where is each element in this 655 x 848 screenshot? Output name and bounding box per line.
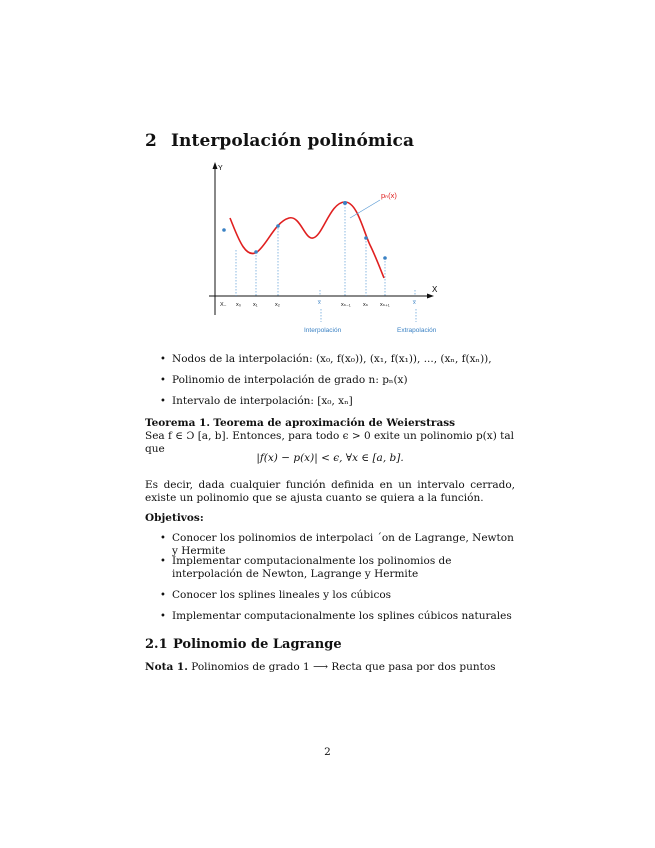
- theorem-statement: Sea f ∈ Ɔ [a, b]. Entonces, para todo ϵ > 0 exite un polinomio p(x) tal que: [145, 430, 514, 455]
- explanation-paragraph: Es decir, dada cualquier función definida en un intervalo cerrado, existe un polinomio que se ajusta cuanto se quiera a la función.: [145, 479, 515, 504]
- data-point: [222, 228, 226, 232]
- bullet-list-item: [160, 374, 520, 387]
- x-tick-label: x₀: [236, 302, 242, 308]
- theorem-formula: |f(x) − p(x)| < ϵ, ∀x ∈ [a, b].: [256, 452, 404, 464]
- note-label: Nota 1.: [145, 661, 188, 673]
- x-tick-labels: [220, 300, 416, 308]
- note-block: [145, 661, 515, 673]
- subsection-number: 2.1: [145, 637, 168, 652]
- subsection-title-text: Polinomio de Lagrange: [173, 637, 342, 652]
- interpolation-label: Interpolación: [304, 327, 342, 334]
- extrapolation-label: Extrapolación: [397, 327, 437, 334]
- objectives-title: Objetivos:: [145, 512, 204, 524]
- section-number: 2: [145, 131, 157, 151]
- bullet-list-item: [160, 589, 515, 602]
- x-tick-label: x̅: [318, 300, 321, 306]
- x-axis-arrow: [427, 294, 434, 299]
- data-point: [254, 250, 258, 254]
- data-point: [364, 236, 368, 240]
- x-tick-label: xₙ₊₁: [380, 302, 390, 308]
- y-axis-arrow: [213, 162, 218, 169]
- y-axis-label: Y: [218, 165, 223, 172]
- interval-bullet: • Intervalo de interpolación: [x₀, xₙ]: [160, 395, 520, 408]
- theorem-title: Teorema de aproximación de Weierstrass: [213, 417, 456, 429]
- interpolation-figure: [205, 160, 450, 340]
- data-point: [276, 224, 280, 228]
- bullet-list-item: [160, 610, 515, 623]
- theorem-heading: [145, 417, 515, 430]
- theorem-label: Teorema 1.: [145, 417, 211, 429]
- x-tick-label: x₁: [253, 302, 258, 308]
- x-axis-label: X: [432, 285, 438, 294]
- label-pointers: [321, 309, 416, 322]
- bullet-list-item: [160, 353, 520, 366]
- data-point: [343, 201, 347, 205]
- theorem-block: [145, 417, 515, 456]
- section-title-text: Interpolación polinómica: [171, 131, 415, 151]
- bullet-list-item: [160, 555, 515, 581]
- nodes-bullet: • Nodos de la interpolación: (x₀, f(x₀)), (x₁, f(x₁)), ..., (xₙ, f(xₙ)),: [160, 353, 520, 366]
- interpolating-curve: [230, 202, 384, 278]
- x-tick-label: xₙ₋₁: [341, 302, 351, 308]
- guide-lines: [236, 204, 415, 296]
- data-point: [383, 256, 387, 260]
- objective-item: • Implementar computacionalmente los polinomios de interpolación de Newton, Lagrange y Hermite: [160, 555, 515, 581]
- x-tick-label: X₋: [220, 302, 227, 308]
- curve-label: pₙ(x): [381, 191, 397, 200]
- x-tick-label: x̅: [413, 300, 416, 306]
- x-tick-label: xₙ: [363, 302, 368, 308]
- section-title: [145, 131, 414, 151]
- objective-item: • Conocer los splines lineales y los cúbicos: [160, 589, 515, 602]
- note-text: Polinomios de grado 1 ⟶ Recta que pasa por dos puntos: [191, 661, 496, 673]
- x-tick-label: x₂: [275, 302, 280, 308]
- objective-item: • Implementar computacionalmente los splines cúbicos naturales: [160, 610, 515, 623]
- objective-item: • Conocer los polinomios de interpolaci ´on de Lagrange, Newton y Hermite: [160, 532, 515, 558]
- interpolation-plot: [205, 160, 450, 340]
- page-number: 2: [324, 746, 331, 758]
- polynomial-bullet: • Polinomio de interpolación de grado n: pₙ(x): [160, 374, 520, 387]
- bullet-list-item: [160, 395, 520, 408]
- subsection-title: [145, 637, 342, 652]
